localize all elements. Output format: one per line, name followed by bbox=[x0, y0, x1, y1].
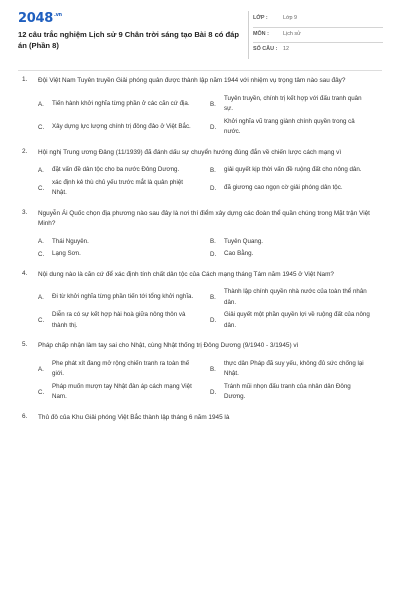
answer-letter: B. bbox=[210, 166, 216, 174]
answer-row bbox=[38, 309, 382, 332]
answer-letter: C. bbox=[38, 317, 45, 324]
answer-options bbox=[38, 93, 382, 139]
answer-text: xác định kẻ thù chủ yếu trước mắt là quân phiệt Nhật. bbox=[52, 178, 183, 196]
question-number: 5. bbox=[22, 341, 28, 348]
question-number: 6. bbox=[22, 412, 28, 420]
question-text: Đội Việt Nam Tuyên truyền Giải phóng quân được thành lập năm 1944 với nhiệm vụ trọng tâm nào sau đây? bbox=[38, 77, 346, 84]
answer-row bbox=[38, 164, 382, 177]
answer-option[interactable] bbox=[38, 286, 210, 309]
answer-option[interactable] bbox=[38, 177, 210, 200]
answer-options bbox=[38, 236, 382, 261]
answer-text: Giải quyết một phần quyền lợi về ruộng đất của nông dân. bbox=[224, 311, 370, 329]
question-text: Thủ đô của Khu Giải phóng Việt Bắc thành lập tháng 6 năm 1945 là bbox=[38, 413, 230, 421]
answer-text: Đi từ khởi nghĩa từng phần tiến tới tổng khởi nghĩa. bbox=[52, 293, 194, 301]
meta-key: MÔN : bbox=[253, 30, 269, 37]
question-number: 1. bbox=[22, 76, 28, 83]
answer-row bbox=[38, 236, 382, 249]
answer-options bbox=[38, 286, 382, 332]
answer-text: thực dân Pháp đã suy yếu, không đủ sức chống lại Nhật. bbox=[224, 359, 364, 377]
answer-letter: D. bbox=[210, 388, 217, 396]
answer-letter: C. bbox=[38, 123, 45, 131]
question-text: Nội dung nào là căn cứ để xác định tính chất dân tộc của Cách mạng tháng Tám năm 1945 ở Việt Nam? bbox=[38, 270, 334, 278]
answer-letter: A. bbox=[38, 238, 44, 246]
answer-row bbox=[38, 381, 382, 404]
answer-letter: B. bbox=[210, 100, 216, 108]
answer-text: Phe phát xít đang mở rộng chiến tranh ra toàn thế giới. bbox=[52, 359, 190, 377]
meta-key: SỐ CÂU : bbox=[253, 46, 278, 52]
answer-letter: D. bbox=[210, 250, 217, 258]
answer-options bbox=[38, 358, 382, 404]
meta-row-subject bbox=[253, 28, 383, 44]
answer-row bbox=[38, 248, 382, 261]
meta-key: LỚP : bbox=[253, 15, 268, 21]
answer-option[interactable] bbox=[38, 248, 210, 261]
answer-text: Diễn ra có sự kết hợp hài hoà giữa nông thôn và thành thị. bbox=[52, 311, 186, 329]
answer-letter: D. bbox=[210, 184, 217, 192]
answer-row bbox=[38, 177, 382, 200]
answer-row bbox=[38, 286, 382, 309]
site-logo[interactable] bbox=[18, 11, 62, 26]
answer-letter: B. bbox=[210, 238, 216, 246]
page-title: 12 câu trắc nghiệm Lịch sử 9 Chân trời sáng tạo Bài 8 có đáp án (Phần 8) bbox=[18, 30, 240, 50]
question-item bbox=[0, 76, 400, 139]
answer-text: Thành lập chính quyền nhà nước của toàn thể nhân dân. bbox=[224, 288, 367, 306]
answer-options bbox=[38, 164, 382, 200]
answer-letter: C. bbox=[38, 184, 45, 192]
answer-text: Thái Nguyên. bbox=[52, 237, 89, 245]
answer-text: Xây dựng lực lượng chính trị đông đảo ở Việt Bắc. bbox=[52, 122, 191, 130]
answer-option[interactable] bbox=[210, 116, 382, 139]
meta-value: Lịch sử bbox=[283, 30, 301, 37]
question-list bbox=[0, 76, 400, 432]
header-divider bbox=[18, 70, 382, 71]
answer-row bbox=[38, 358, 382, 381]
question-item bbox=[0, 270, 400, 333]
meta-row-count bbox=[253, 43, 383, 59]
answer-letter: D. bbox=[210, 123, 217, 131]
answer-text: giải quyết kịp thời vấn đề ruộng đất cho nông dân. bbox=[224, 166, 362, 173]
answer-option[interactable] bbox=[210, 177, 382, 200]
logo-tld: .vn bbox=[53, 11, 62, 18]
question-number: 4. bbox=[22, 269, 28, 277]
answer-text: Lạng Sơn. bbox=[52, 250, 81, 257]
answer-text: Khởi nghĩa vũ trang giành chính quyền trong cả nước. bbox=[224, 117, 355, 135]
answer-text: Tuyên Quang. bbox=[224, 237, 263, 245]
question-item bbox=[0, 341, 400, 404]
answer-text: Tiến hành khởi nghĩa từng phần ở các căn cứ địa. bbox=[52, 99, 190, 107]
answer-row bbox=[38, 93, 382, 116]
question-text: Pháp chấp nhận làm tay sai cho Nhật, cùng Nhật thống trị Đông Dương (9/1940 - 3/1945) vì bbox=[38, 342, 299, 349]
question-item bbox=[0, 148, 400, 200]
answer-option[interactable] bbox=[38, 93, 210, 116]
answer-letter: A. bbox=[38, 100, 44, 108]
answer-option[interactable] bbox=[210, 164, 382, 177]
answer-letter: A. bbox=[38, 365, 44, 373]
answer-option[interactable] bbox=[210, 93, 382, 116]
question-text: Nguyễn Ái Quốc chọn địa phương nào sau đây là nơi thí điểm xây dựng các đoàn thể quần chúng trong Mặt trận Việt Minh? bbox=[38, 209, 370, 227]
answer-text: đã giương cao ngọn cờ giải phóng dân tộc. bbox=[224, 183, 343, 191]
answer-option[interactable] bbox=[38, 381, 210, 404]
meta-divider bbox=[248, 11, 249, 59]
answer-letter: B. bbox=[210, 365, 216, 373]
answer-letter: A. bbox=[38, 166, 44, 174]
answer-option[interactable] bbox=[38, 236, 210, 249]
meta-value: Lớp 9 bbox=[283, 15, 298, 21]
question-text: Hội nghị Trung ương Đảng (11/1939) đã đánh dấu sự chuyển hướng đúng đắn về chiến lược cách mạng vì bbox=[38, 148, 342, 156]
answer-option[interactable] bbox=[210, 236, 382, 249]
answer-text: Tránh mũi nhọn đấu tranh của nhân dân Đông Dương. bbox=[224, 382, 351, 400]
answer-text: Pháp muốn mượn tay Nhật đàn áp cách mạng Việt Nam. bbox=[52, 382, 192, 400]
answer-option[interactable] bbox=[210, 248, 382, 261]
answer-option[interactable] bbox=[210, 286, 382, 309]
answer-letter: A. bbox=[38, 294, 44, 301]
meta-row-class bbox=[253, 12, 383, 28]
answer-letter: C. bbox=[38, 250, 45, 258]
meta-value: 12 bbox=[283, 46, 289, 52]
page-header bbox=[0, 0, 400, 64]
answer-text: Tuyên truyền, chính trị kết hợp với đấu tranh quân sự. bbox=[224, 94, 362, 112]
question-number: 3. bbox=[22, 208, 28, 216]
question-item bbox=[0, 413, 400, 424]
answer-letter: C. bbox=[38, 388, 45, 396]
answer-letter: B. bbox=[210, 294, 216, 301]
answer-letter: D. bbox=[210, 317, 217, 324]
logo-text: 2048 bbox=[18, 11, 53, 26]
answer-option[interactable] bbox=[210, 358, 382, 381]
answer-option[interactable] bbox=[38, 309, 210, 332]
answer-option[interactable] bbox=[38, 164, 210, 177]
answer-text: đặt vấn đề dân tộc cho ba nước Đông Dương. bbox=[52, 166, 180, 173]
question-number: 2. bbox=[22, 147, 28, 155]
meta-panel bbox=[253, 12, 383, 59]
answer-text: Cao Bằng. bbox=[224, 250, 254, 257]
answer-option[interactable] bbox=[38, 116, 210, 139]
answer-option[interactable] bbox=[210, 381, 382, 404]
answer-option[interactable] bbox=[38, 358, 210, 381]
answer-row bbox=[38, 116, 382, 139]
answer-option[interactable] bbox=[210, 309, 382, 332]
question-item bbox=[0, 209, 400, 261]
